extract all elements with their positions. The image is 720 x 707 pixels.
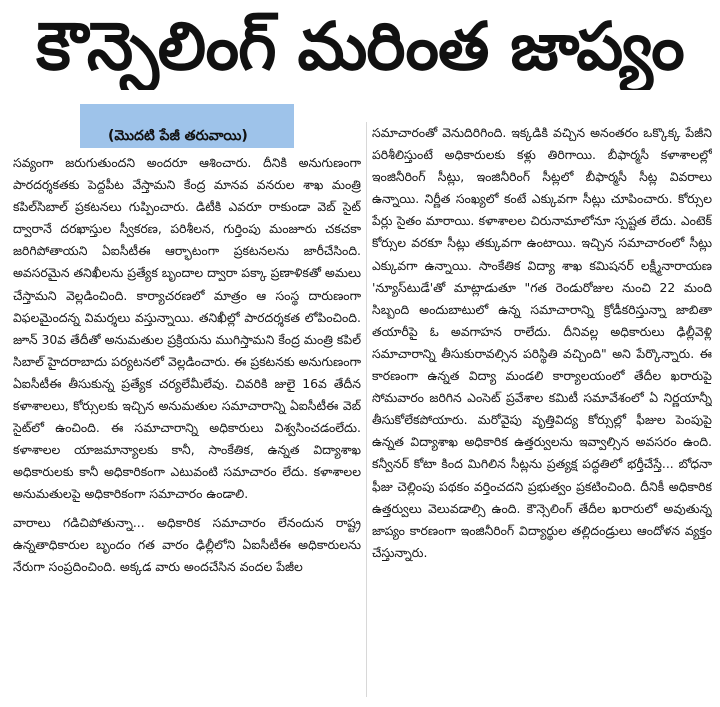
article-paragraph: సవ్యంగా జరుగుతుందని అందరూ ఆశించారు. దీనికి అనుగుణంగా పారదర్శకతకు పెద్దపీట వేస్తామని కేంద్ర మానవ వనరుల శాఖ మంత్రి కపిల్‌సిబాల్ ప్రకటనలు గుప్పించారు. డిటీకి ఎవరూ రాకుండా వెబ్ సైట్ ద్వారానే దరఖాస్తుల స్వీకరణ, పరిశీలన, గుర్తింపు మంజూరు చకచకా జరిగిపోతాయని ఏఐసీటీఈ ఆర్భాటంగా ప్రకటనలను జారీచేసింది. అవసరమైన తనిఖీలను ప్రత్యేక బృందాల ద్వారా పక్కా ప్రణాళికతో అమలు చేస్తామని వెల్లడించింది. కార్యాచరణలో మాత్రం ఆ సంస్థ దారుణంగా విఫలమైందన్న విమర్శలు వస్తున్నాయి. తనిఖీల్లో పారదర్శకత లోపించింది. జూన్ 30వ తేదీతో అనుమతుల ప్రక్రియను ముగిస్తామని కేంద్ర మంత్రి కపిల్ సిబాల్ హైదరాబాదు పర్యటనలో వెల్లడించారు. ఈ ప్రకటనకు అనుగుణంగా ఏఐసీటీఈ తీసుకున్న ప్రత్యేక చర్యలేమీలేవు. చివరికి జులై 16వ తేదీన కళాశాలలు, కోర్సులకు ఇచ్చిన అనుమతుల సమాచారాన్ని ఏఐసీటీఈ వెబ్ సైట్‌లో ఉంచింది. ఈ సమాచారాన్ని అధికారులు విశ్వసించడంలేదు. కళాశాలల యాజమాన్యాలకు కానీ, సాంకేతిక, ఉన్నత విద్యాశాఖ అధికారులకు కానీ అధికారికంగా ఎటువంటి సమాచారం లేదు. కళాశాలల అనుమతులపై అధికారికంగా సమాచారం ఉండాలి. <box>13 155 361 502</box>
article-column-right <box>372 122 712 697</box>
column-divider <box>366 122 367 697</box>
article-column-left <box>13 152 361 697</box>
article-paragraph: సమాచారంతో వెనుదిరిగింది. ఇక్కడికి వచ్చిన అనంతరం ఒక్కొక్క పేజీని పరిశీలిస్తుంటే అధికారులకు కళ్లు తిరిగాయి. బీఫార్మసీ కళాశాలల్లో ఇంజినీరింగ్ సీట్లు, ఇంజినీరింగ్ సీట్లలో బీఫార్మసీ సీట్ల వివరాలు ఉన్నాయి. నిర్ణీత సంఖ్యలో కంటే ఎక్కువగా సీట్లు చూపించారు. కోర్సుల పేర్లు సైతం మారాయి. కళాశాలల చిరునామాలోనూ స్పష్టత లేదు. ఎంటెక్ కోర్సుల వరకూ సీట్లు తక్కువగా ఉంటాయి. ఇచ్చిన సమాచారంలో సీట్లు ఎక్కువగా ఉన్నాయి. సాంకేతిక విద్యా శాఖ కమిషనర్ లక్ష్మీనారాయణ 'న్యూస్‌టుడే'తో మాట్లాడుతూ "గత రెండురోజుల నుంచి 22 మంది సిబ్బంది అందుబాటులో ఉన్న సమాచారాన్ని క్రోడీకరిస్తున్నా జాబితా తయారీపై ఓ అవగాహన రాలేదు. దీనివల్ల అధికారులు ఢిల్లీవెళ్లి సమాచారాన్ని తీసుకురావల్సిన పరిస్థితి వచ్చింది" అని పేర్కొన్నారు. ఈ కారణంగా ఉన్నత విద్యా మండలి కార్యాలయంలో తేదీల ఖరారుపై సోమవారం జరిగిన ఎంసెట్ ప్రవేశాల కమిటీ సమావేశంలో ఏ నిర్ణయాన్నీ తీసుకోలేకపోయారు. మరోవైపు వృత్తివిద్య కోర్సుల్లో ఫీజుల పెంపుపై ఉన్నత విద్యాశాఖ అధికారిక ఉత్తర్వులను ఇవ్వాల్సిన అవసరం ఉంది. కన్వీనర్ కోటా కింద మిగిలిన సీట్లను ప్రత్యక్ష పద్ధతిలో భర్తీచేస్తే... బోధనా ఫీజు చెల్లింపు పథకం వర్తించదని ప్రభుత్వం ప్రకటించింది. దీనికీ అధికారిక ఉత్తర్వులు వెలువడాల్సి ఉంది. కౌన్సెలింగ్ తేదీల ఖరారులో అవుతున్న జాప్యం కారణంగా ఇంజినీరింగ్ విద్యార్థుల తల్లిదండ్రులు ఆందోళన వ్యక్తం చేస్తున్నారు. <box>372 125 712 560</box>
article-paragraph: వారాలు గడిచిపోతున్నా... అధికారిక సమాచారం లేనందున రాష్ట్ర ఉన్నతాధికారుల బృందం గత వారం ఢిల్లీలోని ఏఐసీటీఈ అధికారులను నేరుగా సంప్రదించింది. అక్కడ వారు అందచేసిన వందల పేజీల <box>13 514 361 574</box>
continued-label: (మొదటి పేజీ తరువాయి) <box>108 128 248 144</box>
headline: కౌన్సెలింగ్ మరింత జాప్యం <box>36 8 684 85</box>
